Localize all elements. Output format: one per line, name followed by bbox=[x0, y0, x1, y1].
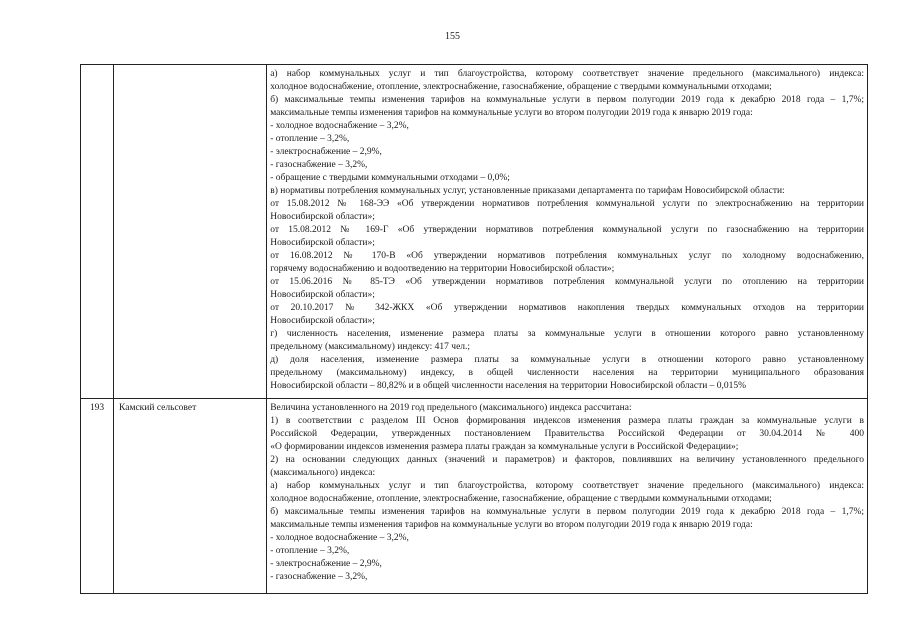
description-line: д) доля населения, изменение размера платы за коммунальные услуги в отношении которого равно установленному bbox=[270, 355, 864, 365]
description-line: от 16.08.2012 № 170-В «Об утверждении нормативов потребления коммунальных услуг по холодному водоснабжению, bbox=[270, 251, 864, 261]
description-line: - газоснабжение – 3,2%, bbox=[270, 572, 368, 582]
description-line: от 20.10.2017 № 342-ЖКХ «Об утверждении нормативов накопления твердых коммунальных отходов на территории bbox=[270, 303, 864, 313]
description-line: холодное водоснабжение, отопление, электроснабжение, газоснабжение, обращение с твердыми коммунальными отходами; bbox=[270, 82, 772, 92]
table-row bbox=[81, 399, 868, 594]
description-line: - электроснабжение – 2,9%, bbox=[270, 559, 382, 569]
description-line: «О формировании индексов изменения размера платы граждан за коммунальные услуги в Российской Федерации»; bbox=[270, 442, 739, 452]
description-line: от 15.08.2012 № 169-Г «Об утверждении нормативов потребления коммунальной услуги по газоснабжению на территории bbox=[270, 225, 864, 235]
description-line: предельному (максимальному) индексу, в общей численности населения на территории муниципального образования bbox=[270, 368, 864, 378]
description-line: б) максимальные темпы изменения тарифов на коммунальные услуги в первом полугодии 2019 года к декабрю 2018 года – 1,7%; bbox=[270, 95, 864, 105]
description-line: Новосибирской области»; bbox=[270, 238, 375, 248]
municipality-name-cell bbox=[114, 65, 267, 399]
description-line: максимальные темпы изменения тарифов на коммунальные услуги во втором полугодии 2019 года к январю 2019 года: bbox=[270, 520, 753, 530]
description-line: - электроснабжение – 2,9%, bbox=[270, 147, 382, 157]
description-line: Российской Федерации, утвержденных постановлением Правительства Российской Федерации от 30.04.2014 № 400 bbox=[270, 429, 864, 439]
index-description-cell bbox=[267, 399, 868, 594]
description-line: 2) на основании следующих данных (значений и параметров) и факторов, повлиявших на величину установленного предельного bbox=[270, 455, 864, 465]
index-description-cell bbox=[267, 65, 868, 399]
municipality-name-cell: Камский сельсовет bbox=[114, 399, 267, 594]
description-line: предельному (максимальному) индексу: 417 чел.; bbox=[270, 342, 471, 352]
description-line: от 15.06.2016 № 85-ТЭ «Об утверждении нормативов потребления коммунальной услуги по отоплению на территории bbox=[270, 277, 864, 287]
description-line: а) набор коммунальных услуг и тип благоустройства, которому соответствует значение предельного (максимального) индекса: bbox=[270, 69, 864, 79]
description-line: - отопление – 3,2%, bbox=[270, 546, 350, 556]
description-line: (максимального) индекса: bbox=[270, 468, 376, 478]
description-line: Новосибирской области – 80,82% и в общей численности населения на территории Новосибирской области – 0,015% bbox=[270, 381, 747, 391]
row-number-cell bbox=[81, 65, 114, 399]
row-number-cell: 193 bbox=[81, 399, 114, 594]
description-line: - холодное водоснабжение – 3,2%, bbox=[270, 533, 409, 543]
description-line: 1) в соответствии с разделом III Основ формирования индексов изменения размера платы граждан за коммунальные услуги в bbox=[270, 416, 864, 426]
page-number: 155 bbox=[445, 31, 460, 42]
description-line: горячему водоснабжению и водоотведению на территории Новосибирской области»; bbox=[270, 264, 615, 274]
description-line: б) максимальные темпы изменения тарифов на коммунальные услуги в первом полугодии 2019 года к декабрю 2018 года – 1,7%; bbox=[270, 507, 864, 517]
table-row bbox=[81, 65, 868, 399]
municipal-index-table bbox=[80, 64, 868, 594]
description-line: Новосибирской области»; bbox=[270, 212, 375, 222]
description-line: г) численность населения, изменение размера платы за коммунальные услуги в отношении которого равно установленному bbox=[270, 329, 864, 339]
description-line: холодное водоснабжение, отопление, электроснабжение, газоснабжение, обращение с твердыми коммунальными отходами; bbox=[270, 494, 772, 504]
description-line: максимальные темпы изменения тарифов на коммунальные услуги во втором полугодии 2019 года к январю 2019 года: bbox=[270, 108, 753, 118]
description-line: - газоснабжение – 3,2%, bbox=[270, 160, 368, 170]
description-line: Новосибирской области»; bbox=[270, 290, 375, 300]
description-line: - отопление – 3,2%, bbox=[270, 134, 350, 144]
description-line: от 15.08.2012 № 168-ЭЭ «Об утверждении нормативов потребления коммунальной услуги по электроснабжению на территории bbox=[270, 199, 864, 209]
description-line: Величина установленного на 2019 год предельного (максимального) индекса рассчитана: bbox=[270, 403, 632, 413]
description-line: - холодное водоснабжение – 3,2%, bbox=[270, 121, 409, 131]
description-line: - обращение с твердыми коммунальными отходами – 0,0%; bbox=[270, 173, 510, 183]
description-line: Новосибирской области»; bbox=[270, 316, 375, 326]
description-line: в) нормативы потребления коммунальных услуг, установленные приказами департамента по тарифам Новосибирской области: bbox=[270, 186, 785, 196]
description-line: а) набор коммунальных услуг и тип благоустройства, которому соответствует значение предельного (максимального) индекса: bbox=[270, 481, 864, 491]
